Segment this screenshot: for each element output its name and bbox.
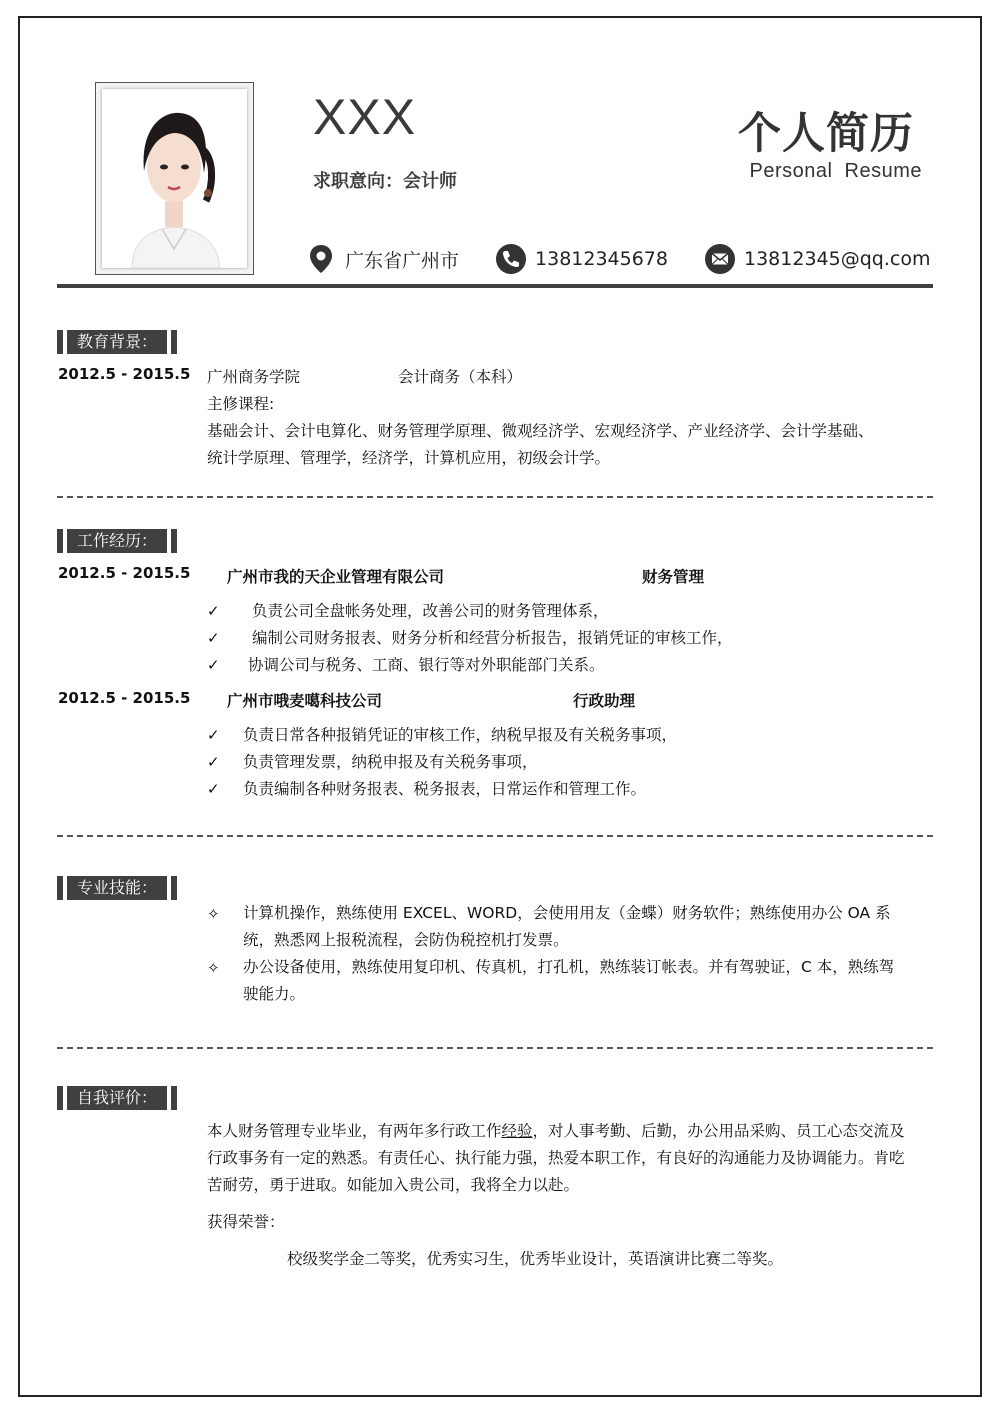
job-1-duty-1: 负责公司全盘帐务处理，改善公司的财务管理体系， <box>252 602 609 620</box>
check-icon: ✓ <box>207 780 220 798</box>
section-heading-skills <box>57 876 177 900</box>
check-icon: ✓ <box>207 753 220 771</box>
courses-label: 主修课程: <box>207 395 275 413</box>
contact-email <box>704 243 930 275</box>
section-label: 教育背景： <box>67 330 167 354</box>
portrait-image <box>102 89 247 268</box>
courses-line-2: 统计学原理、管理学，经济学，计算机应用，初级会计学。 <box>207 449 611 467</box>
section-heading-self <box>57 1086 177 1110</box>
major-name: 会计商务（本科） <box>398 368 523 386</box>
self-text-underlined: 经验 <box>501 1122 533 1140</box>
contact-phone <box>495 243 668 275</box>
skill-item-2: 办公设备使用，熟练使用复印机、传真机，打孔机，熟练装订帐表。并有驾驶证，C 本，熟练驾驶能力。 <box>243 958 895 1003</box>
job-2-duty-3: 负责编制各种财务报表、税务报表，日常运作和管理工作。 <box>243 780 647 798</box>
job-1-date: 2012.5 - 2015.5 <box>58 564 191 582</box>
job-1-duty-2: 编制公司财务报表、财务分析和经营分析报告，报销凭证的审核工作， <box>252 629 733 647</box>
email-text: 13812345@qq.com <box>744 248 931 270</box>
section-heading-education <box>57 330 177 354</box>
check-icon: ✓ <box>207 629 220 647</box>
section-heading-work <box>57 529 177 553</box>
check-icon: ✓ <box>207 656 220 674</box>
resume-title-en: Personal Resume <box>749 160 922 182</box>
self-text-part: ，对人事考勤、后勤，办公用品采购、员工心态交流及行政事务有一定的熟悉。有责任心、执行能力强，热爱本职工作，有良好的沟通能力及协调能力。肯吃苦耐劳，勇于进取。如能加入贵公司，我将全力以赴。 <box>207 1122 905 1194</box>
location-pin-icon <box>305 243 337 275</box>
section-label: 自我评价： <box>67 1086 167 1110</box>
skill-item-1: 计算机操作，熟练使用 EXCEL、WORD，会使用用友（金蝶）财务软件；熟练使用办公 OA 系统，熟悉网上报税流程，会防伪税控机打发票。 <box>243 904 891 949</box>
honors-label: 获得荣誉： <box>207 1213 285 1231</box>
resume-title-cn: 个人简历 <box>738 109 914 159</box>
job-2-duty-2: 负责管理发票，纳税申报及有关税务事项， <box>243 753 538 771</box>
header-divider <box>57 284 933 288</box>
job-2-position: 行政助理 <box>573 692 636 710</box>
section-divider <box>57 1047 933 1049</box>
job-1-duty-3: 协调公司与税务、工商、银行等对外职能部门关系。 <box>248 656 605 674</box>
section-label: 专业技能： <box>67 876 167 900</box>
job-2-date: 2012.5 - 2015.5 <box>58 689 191 707</box>
contact-location <box>305 243 459 275</box>
self-evaluation-text <box>207 1118 907 1199</box>
job-1-company: 广州市我的天企业管理有限公司 <box>227 568 445 586</box>
job-1-position: 财务管理 <box>642 568 705 586</box>
job-2-duty-1: 负责日常各种报销凭证的审核工作，纳税早报及有关税务事项， <box>243 726 678 744</box>
job-2-company: 广州市哦麦噶科技公司 <box>227 692 383 710</box>
location-text: 广东省广州市 <box>345 249 460 272</box>
phone-text: 13812345678 <box>535 248 668 270</box>
school-name: 广州商务学院 <box>207 368 301 386</box>
courses-line-1: 基础会计、会计电算化、财务管理学原理、微观经济学、宏观经济学、产业经济学、会计学基础、 <box>207 422 874 440</box>
section-divider <box>57 496 933 498</box>
check-icon: ✓ <box>207 602 220 620</box>
honors-text: 校级奖学金二等奖，优秀实习生，优秀毕业设计，英语演讲比赛二等奖。 <box>287 1250 784 1268</box>
check-icon: ✓ <box>207 726 220 744</box>
job-intent: 求职意向：会计师 <box>313 171 457 192</box>
section-divider <box>57 835 933 837</box>
education-date: 2012.5 - 2015.5 <box>58 365 191 383</box>
section-label: 工作经历： <box>67 529 167 553</box>
profile-photo <box>95 82 254 275</box>
self-text-part: 本人财务管理专业毕业，有两年多行政工作 <box>207 1122 502 1140</box>
envelope-icon <box>704 243 736 275</box>
candidate-name: XXX <box>313 89 417 145</box>
contact-bar <box>305 242 966 276</box>
diamond-bullet-icon: ✧ <box>207 959 220 977</box>
phone-icon <box>495 243 527 275</box>
diamond-bullet-icon: ✧ <box>207 905 220 923</box>
